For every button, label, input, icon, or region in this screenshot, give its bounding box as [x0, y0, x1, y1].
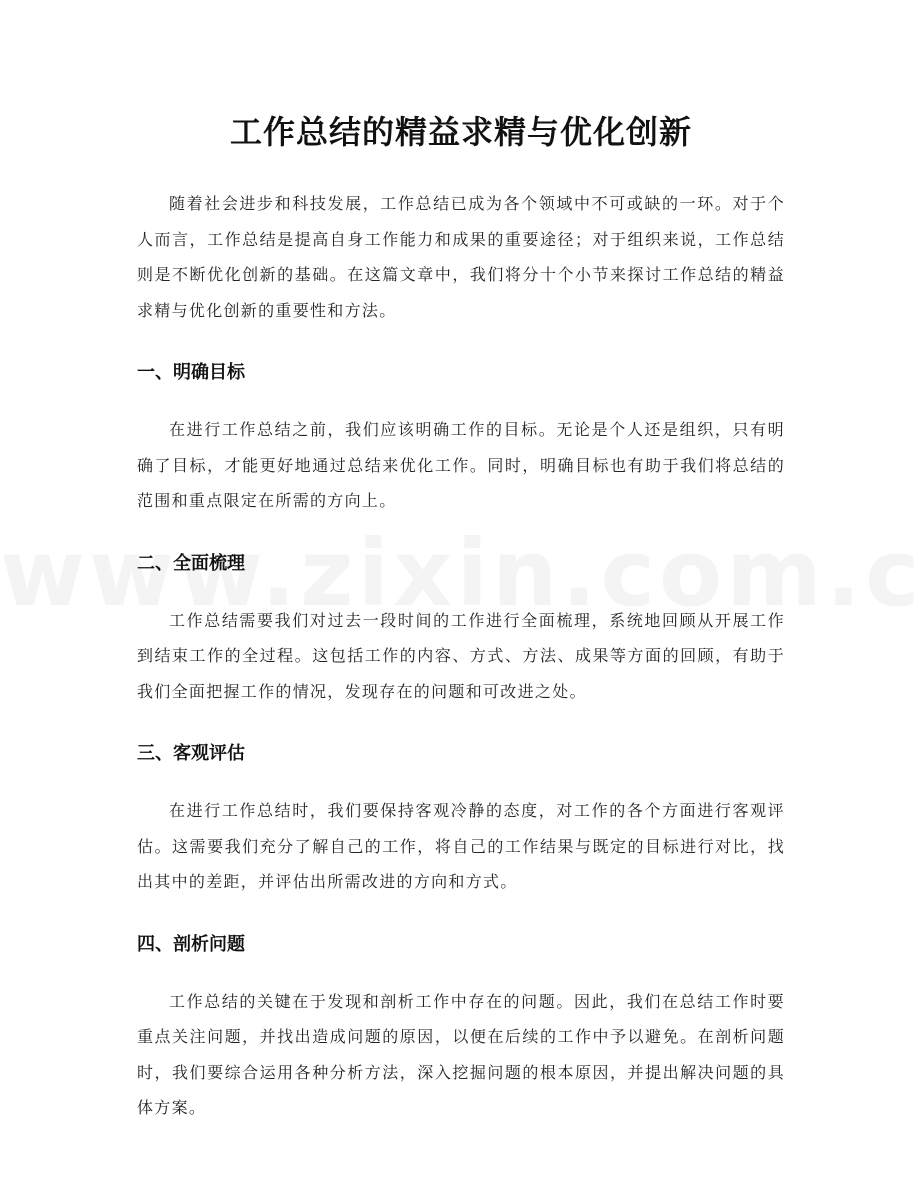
section-body: 工作总结需要我们对过去一段时间的工作进行全面梳理，系统地回顾从开展工作到结束工作的全过程。这包括工作的内容、方式、方法、成果等方面的回顾，有助于我们全面把握工作的情况，发现存在的问题和可改进之处。: [137, 610, 785, 701]
section-2: [137, 549, 785, 710]
section-body: 在进行工作总结之前，我们应该明确工作的目标。无论是个人还是组织，只有明确了目标，才能更好地通过总结来优化工作。同时，明确目标也有助于我们将总结的范围和重点限定在所需的方向上。: [137, 420, 785, 510]
section-body: 工作总结的关键在于发现和剖析工作中存在的问题。因此，我们在总结工作时要重点关注问题，并找出造成问题的原因，以便在后续的工作中予以避免。在剖析问题时，我们要综合运用各种分析方法，深入挖掘问题的根本原因，并提出解决问题的具体方案。: [137, 991, 785, 1117]
section-1: [137, 358, 785, 519]
section-3: [137, 739, 785, 900]
section-heading: 三、客观评估: [137, 743, 245, 764]
section-body: 在进行工作总结时，我们要保持客观冷静的态度，对工作的各个方面进行客观评估。这需要我们充分了解自己的工作，将自己的工作结果与既定的目标进行对比，找出其中的差距，并评估出所需改进的方向和方式。: [137, 801, 785, 891]
document-title: 工作总结的精益求精与优化创新: [229, 113, 692, 151]
section-heading: 一、明确目标: [137, 362, 245, 383]
section-heading: 四、剖析问题: [137, 933, 245, 955]
section-4: [137, 930, 785, 1126]
intro-paragraph: 随着社会进步和科技发展，工作总结已成为各个领域中不可或缺的一环。对于个人而言，工作总结是提高自身工作能力和成果的重要途径；对于组织来说，工作总结则是不断优化创新的基础。在这篇文章中，我们将分十个小节来探讨工作总结的精益求精与优化创新的重要性和方法。: [137, 194, 785, 320]
section-heading: 二、全面梳理: [137, 552, 245, 574]
